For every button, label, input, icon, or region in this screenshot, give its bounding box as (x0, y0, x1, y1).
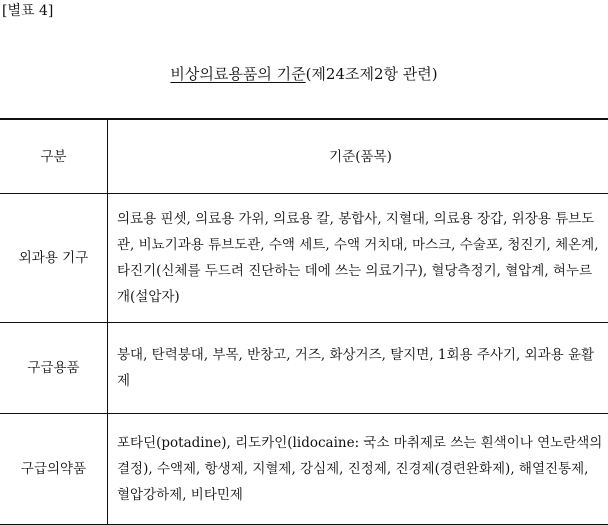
row-category: 구급의약품 (0, 414, 108, 525)
standards-table (0, 118, 608, 525)
row-criteria: 의료용 핀셋, 의료용 가위, 의료용 칼, 봉합사, 지혈대, 의료용 장갑, 위장용 튜브도관, 비뇨기과용 튜브도관, 수액 세트, 수액 거치대, 마스크, 수술포, 청진기, 체온계, 타진기(신체를 두드려 진단하는 데에 쓰는 의료기구), 혈당측정기, 혈압계, 혀누르개(설압자) (108, 194, 608, 323)
row-criteria: 포타딘(potadine), 리도카인(lidocaine: 국소 마취제로 쓰는 흰색이나 연노란색의 결정), 수액제, 항생제, 지혈제, 강심제, 진정제, 진경제(경련완화제), 해열진통제, 혈압강하제, 비타민제 (108, 414, 608, 525)
row-category: 구급용품 (0, 323, 108, 414)
row-category: 외과용 기구 (0, 194, 108, 323)
annex-label: [별표 4] (2, 2, 53, 20)
table-row (0, 323, 608, 414)
table-row (0, 414, 608, 525)
header-criteria: 기준(품목) (108, 119, 608, 194)
table-header-row (0, 119, 608, 194)
table-row (0, 194, 608, 323)
header-category: 구분 (0, 119, 108, 194)
title-main: 비상의료용품의 기준 (170, 65, 305, 83)
row-criteria: 붕대, 탄력붕대, 부목, 반창고, 거즈, 화상거즈, 탈지면, 1회용 주사기, 외과용 윤활제 (108, 323, 608, 414)
document-title (0, 64, 608, 84)
title-reference: (제24조제2항 관련) (306, 65, 438, 83)
